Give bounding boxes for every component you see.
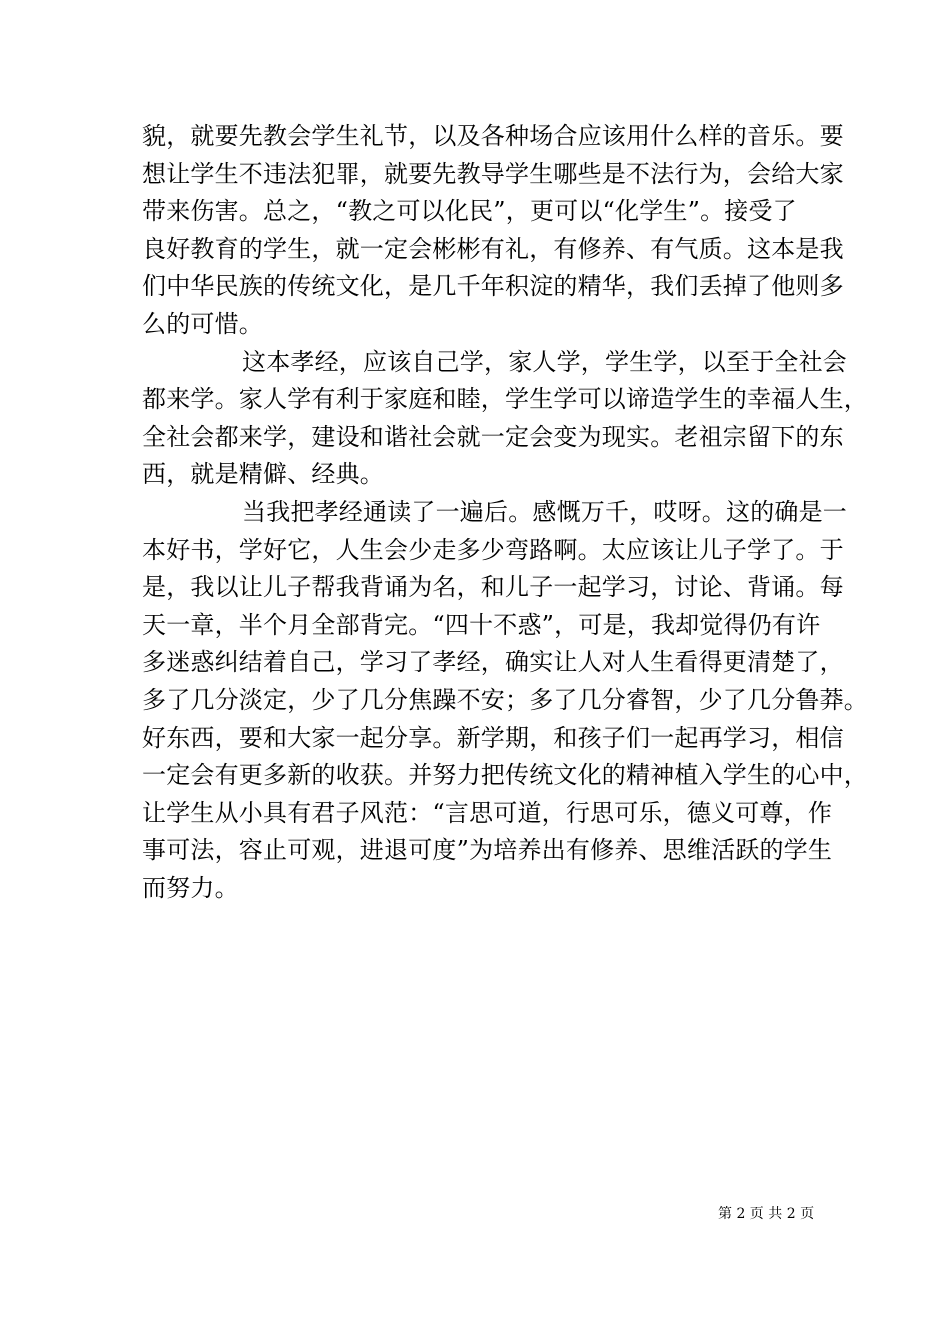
text-line: 是，我以让儿子帮我背诵为名，和儿子一起学习，讨论、背诵。每 <box>142 573 844 602</box>
text-line: 天一章，半个月全部背完。“四十不惑”，可是，我却觉得仍有许 <box>142 610 821 639</box>
text-line: 事可法，容止可观，进退可度”为培养出有修养、思维活跃的学生 <box>142 836 833 865</box>
text-line: 貌，就要先教会学生礼节，以及各种场合应该用什么样的音乐。要 <box>142 122 844 150</box>
text-line: 当我把孝经通读了一遍后。感慨万千，哎呀。这的确是一 <box>242 497 847 526</box>
text-line: 想让学生不违法犯罪，就要先教导学生哪些是不法行为，会给大家 <box>142 159 844 188</box>
paragraph-2 <box>142 344 868 494</box>
text-line: 这本孝经，应该自己学，家人学，学生学，以至于全社会 <box>242 347 847 376</box>
text-line: 多了几分淡定，少了几分焦躁不安；多了几分睿智，少了几分鲁莽。 <box>142 685 868 714</box>
text-line: 多迷惑纠结着自己，学习了孝经，确实让人对人生看得更清楚了， <box>142 648 844 677</box>
text-line: 么的可惜。 <box>142 309 263 338</box>
text-line: 全社会都来学，建设和谐社会就一定会变为现实。老祖宗留下的东 <box>142 422 844 451</box>
text-line: 让学生从小具有君子风范：“言思可道，行思可乐，德义可尊，作 <box>142 798 833 827</box>
paragraph-1 <box>142 118 844 344</box>
text-line: 本好书，学好它，人生会少走多少弯路啊。太应该让儿子学了。于 <box>142 535 844 564</box>
document-body <box>142 118 868 907</box>
page-number: 第 2 页 共 2 页 <box>718 1206 815 1222</box>
text-line: 而努力。 <box>142 873 239 902</box>
text-line: 们中华民族的传统文化，是几千年积淀的精华，我们丢掉了他则多 <box>142 272 844 301</box>
text-line: 一定会有更多新的收获。并努力把传统文化的精神植入学生的心中， <box>142 761 868 790</box>
text-line: 西，就是精僻、经典。 <box>142 460 384 489</box>
text-line: 带来伤害。总之，“教之可以化民”，更可以“化学生”。接受了 <box>142 197 797 226</box>
text-line: 都来学。家人学有利于家庭和睦，学生学可以谛造学生的幸福人生， <box>142 385 868 414</box>
text-line: 良好教育的学生，就一定会彬彬有礼，有修养、有气质。这本是我 <box>142 234 844 263</box>
text-line: 好东西，要和大家一起分享。新学期，和孩子们一起再学习，相信 <box>142 723 844 752</box>
paragraph-3 <box>142 494 868 908</box>
